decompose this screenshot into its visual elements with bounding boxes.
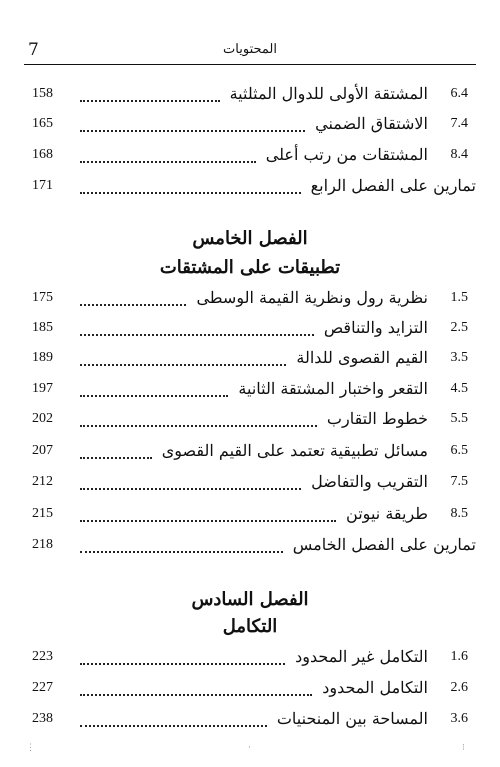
toc-title: الاشتقاق الضمني xyxy=(315,114,428,133)
dot-leader xyxy=(80,725,267,727)
chapter-subtitle: التكامل xyxy=(222,616,278,637)
toc-page-number: 171 xyxy=(32,178,53,193)
running-title: المحتويات xyxy=(223,42,277,57)
toc-title: المشتقات من رتب أعلى xyxy=(265,145,428,164)
toc-section-number: 4.5 xyxy=(450,381,468,396)
dot-leader xyxy=(80,395,228,397)
toc-page-number: 165 xyxy=(32,116,53,131)
toc-page-number: 189 xyxy=(32,350,53,365)
scan-mark-right: ⁝ xyxy=(462,743,465,753)
toc-title: التزايد والتناقص xyxy=(323,318,428,337)
toc-title: التكامل غير المحدود xyxy=(295,647,428,666)
toc-page-number: 223 xyxy=(32,649,53,664)
toc-entry[interactable] xyxy=(24,535,476,561)
toc-page-number: 227 xyxy=(32,680,53,695)
toc-section-number: 8.4 xyxy=(450,147,468,162)
toc-section-number: 2.5 xyxy=(450,320,468,335)
toc-entry[interactable] xyxy=(24,348,476,374)
toc-section-number: 1.5 xyxy=(450,290,468,305)
toc-section-number: 6.4 xyxy=(450,86,468,101)
toc-title: التكامل المحدود xyxy=(322,678,428,697)
toc-entry[interactable] xyxy=(24,504,476,530)
scan-mark-left: ⋮ xyxy=(26,743,35,753)
toc-entry[interactable] xyxy=(24,288,476,314)
toc-section-number: 2.6 xyxy=(450,680,468,695)
dot-leader xyxy=(80,425,317,427)
toc-title: القيم القصوى للدالة xyxy=(296,348,428,367)
toc-title: تمارين على الفصل الخامس xyxy=(292,535,476,554)
toc-section-number: 6.5 xyxy=(450,443,468,458)
toc-title: خطوط التقارب xyxy=(326,409,428,428)
toc-entry[interactable] xyxy=(24,176,476,202)
toc-entry[interactable] xyxy=(24,84,476,110)
toc-title: المشتقة الأولى للدوال المثلثية xyxy=(229,84,428,103)
toc-page-number: 175 xyxy=(32,290,53,305)
chapter-subtitle: تطبيقات على المشتقات xyxy=(159,257,341,278)
dot-leader xyxy=(80,694,312,696)
toc-page-number: 212 xyxy=(32,474,53,489)
toc-section-number: 5.5 xyxy=(450,411,468,426)
toc-section-number: 1.6 xyxy=(450,649,468,664)
toc-page-number: 158 xyxy=(32,86,53,101)
toc-entry[interactable] xyxy=(24,114,476,140)
toc-section-number: 3.6 xyxy=(450,711,468,726)
scan-mark-center: · xyxy=(248,743,251,753)
toc-entry[interactable] xyxy=(24,441,476,467)
toc-page-number: 185 xyxy=(32,320,53,335)
dot-leader xyxy=(80,161,256,163)
toc-section-number: 3.5 xyxy=(450,350,468,365)
toc-entry[interactable] xyxy=(24,647,476,673)
toc-page-number: 197 xyxy=(32,381,53,396)
dot-leader xyxy=(80,334,314,336)
toc-title: نظرية رول ونظرية القيمة الوسطى xyxy=(196,288,428,307)
dot-leader xyxy=(80,457,152,459)
toc-title: مسائل تطبيقية تعتمد على القيم القصوى xyxy=(161,441,428,460)
page-header xyxy=(24,38,476,65)
dot-leader xyxy=(80,130,305,132)
toc-section-number: 7.4 xyxy=(450,116,468,131)
toc-entry[interactable] xyxy=(24,409,476,435)
toc-title: التقريب والتفاضل xyxy=(311,472,428,491)
toc-section-number: 7.5 xyxy=(450,474,468,489)
dot-leader xyxy=(80,364,286,366)
toc-entry[interactable] xyxy=(24,678,476,704)
toc-page-number: 207 xyxy=(32,443,53,458)
toc-entry[interactable] xyxy=(24,318,476,344)
toc-entry[interactable] xyxy=(24,145,476,171)
dot-leader xyxy=(80,663,285,665)
toc-title: تمارين على الفصل الرابع xyxy=(310,176,476,195)
page-number: 7 xyxy=(28,40,39,60)
toc-section-number: 8.5 xyxy=(450,506,468,521)
dot-leader xyxy=(80,304,186,306)
toc-title: المساحة بين المنحنيات xyxy=(276,709,428,728)
toc-page-number: 202 xyxy=(32,411,53,426)
toc-title: طريقة نيوتن xyxy=(346,504,428,523)
toc-page-number: 215 xyxy=(32,506,53,521)
dot-leader xyxy=(80,100,220,102)
toc-title: التقعر واختبار المشتقة الثانية xyxy=(238,379,428,398)
dot-leader xyxy=(80,520,336,522)
dot-leader xyxy=(80,488,301,490)
toc-page-number: 238 xyxy=(32,711,53,726)
toc-entry[interactable] xyxy=(24,379,476,405)
toc-page-number: 218 xyxy=(32,537,53,552)
dot-leader xyxy=(80,551,283,553)
chapter-heading: الفصل الخامس xyxy=(192,228,308,249)
toc-page-number: 168 xyxy=(32,147,53,162)
dot-leader xyxy=(80,192,301,194)
toc-entry[interactable] xyxy=(24,472,476,498)
chapter-heading: الفصل السادس xyxy=(191,589,309,610)
toc-entry[interactable] xyxy=(24,709,476,735)
